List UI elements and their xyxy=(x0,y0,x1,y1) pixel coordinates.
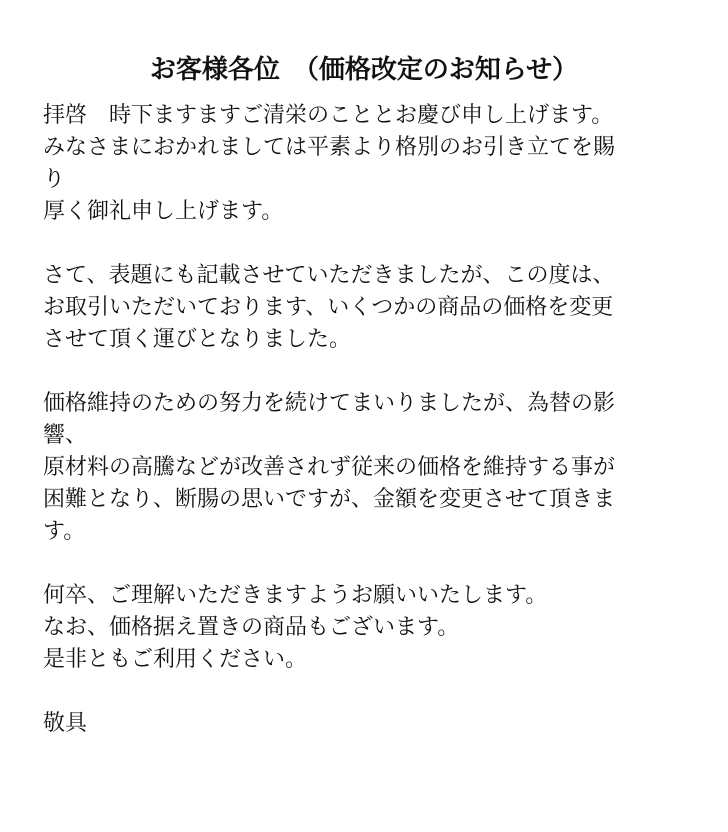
paragraph-spacer xyxy=(43,356,683,388)
text-line: 困難となり、断腸の思いですが、金額を変更させて頂きま xyxy=(43,487,616,512)
paragraph-reason xyxy=(43,388,683,548)
text-line: り xyxy=(43,167,66,192)
text-line: 厚く御礼申し上げます。 xyxy=(43,199,284,224)
text-line: 何卒、ご理解いただきますようお願いいたします。 xyxy=(43,583,548,608)
text-line: 是非ともご利用ください。 xyxy=(43,647,308,672)
text-line: させて頂く運びとなりました。 xyxy=(43,327,352,352)
notice-body xyxy=(43,100,683,740)
text-line: 響、 xyxy=(43,423,88,448)
paragraph-greeting xyxy=(43,100,683,228)
text-line: 拝啓 時下ますますご清栄のこととお慶び申し上げます。 xyxy=(43,103,614,128)
text-line: みなさまにおかれましては平素より格別のお引き立てを賜 xyxy=(43,135,616,160)
text-line: お取引いただいております、いくつかの商品の価格を変更 xyxy=(43,295,614,320)
paragraph-spacer xyxy=(43,548,683,580)
text-line: さて、表題にも記載させていただきましたが、この度は、 xyxy=(43,263,615,288)
notice-title: お客様各位 （価格改定のお知らせ） xyxy=(149,55,579,85)
text-line: 原材料の高騰などが改善されず従来の価格を維持する事が xyxy=(43,455,616,480)
paragraph-announcement xyxy=(43,260,683,356)
paragraph-request xyxy=(43,580,683,676)
text-line: す。 xyxy=(43,519,86,544)
paragraph-spacer xyxy=(43,228,683,260)
paragraph-spacer xyxy=(43,676,683,708)
text-line: なお、価格据え置きの商品もございます。 xyxy=(43,615,460,640)
closing-salutation: 敬具 xyxy=(43,711,88,736)
text-line: 価格維持のための努力を続けてまいりましたが、為替の影 xyxy=(43,391,616,416)
